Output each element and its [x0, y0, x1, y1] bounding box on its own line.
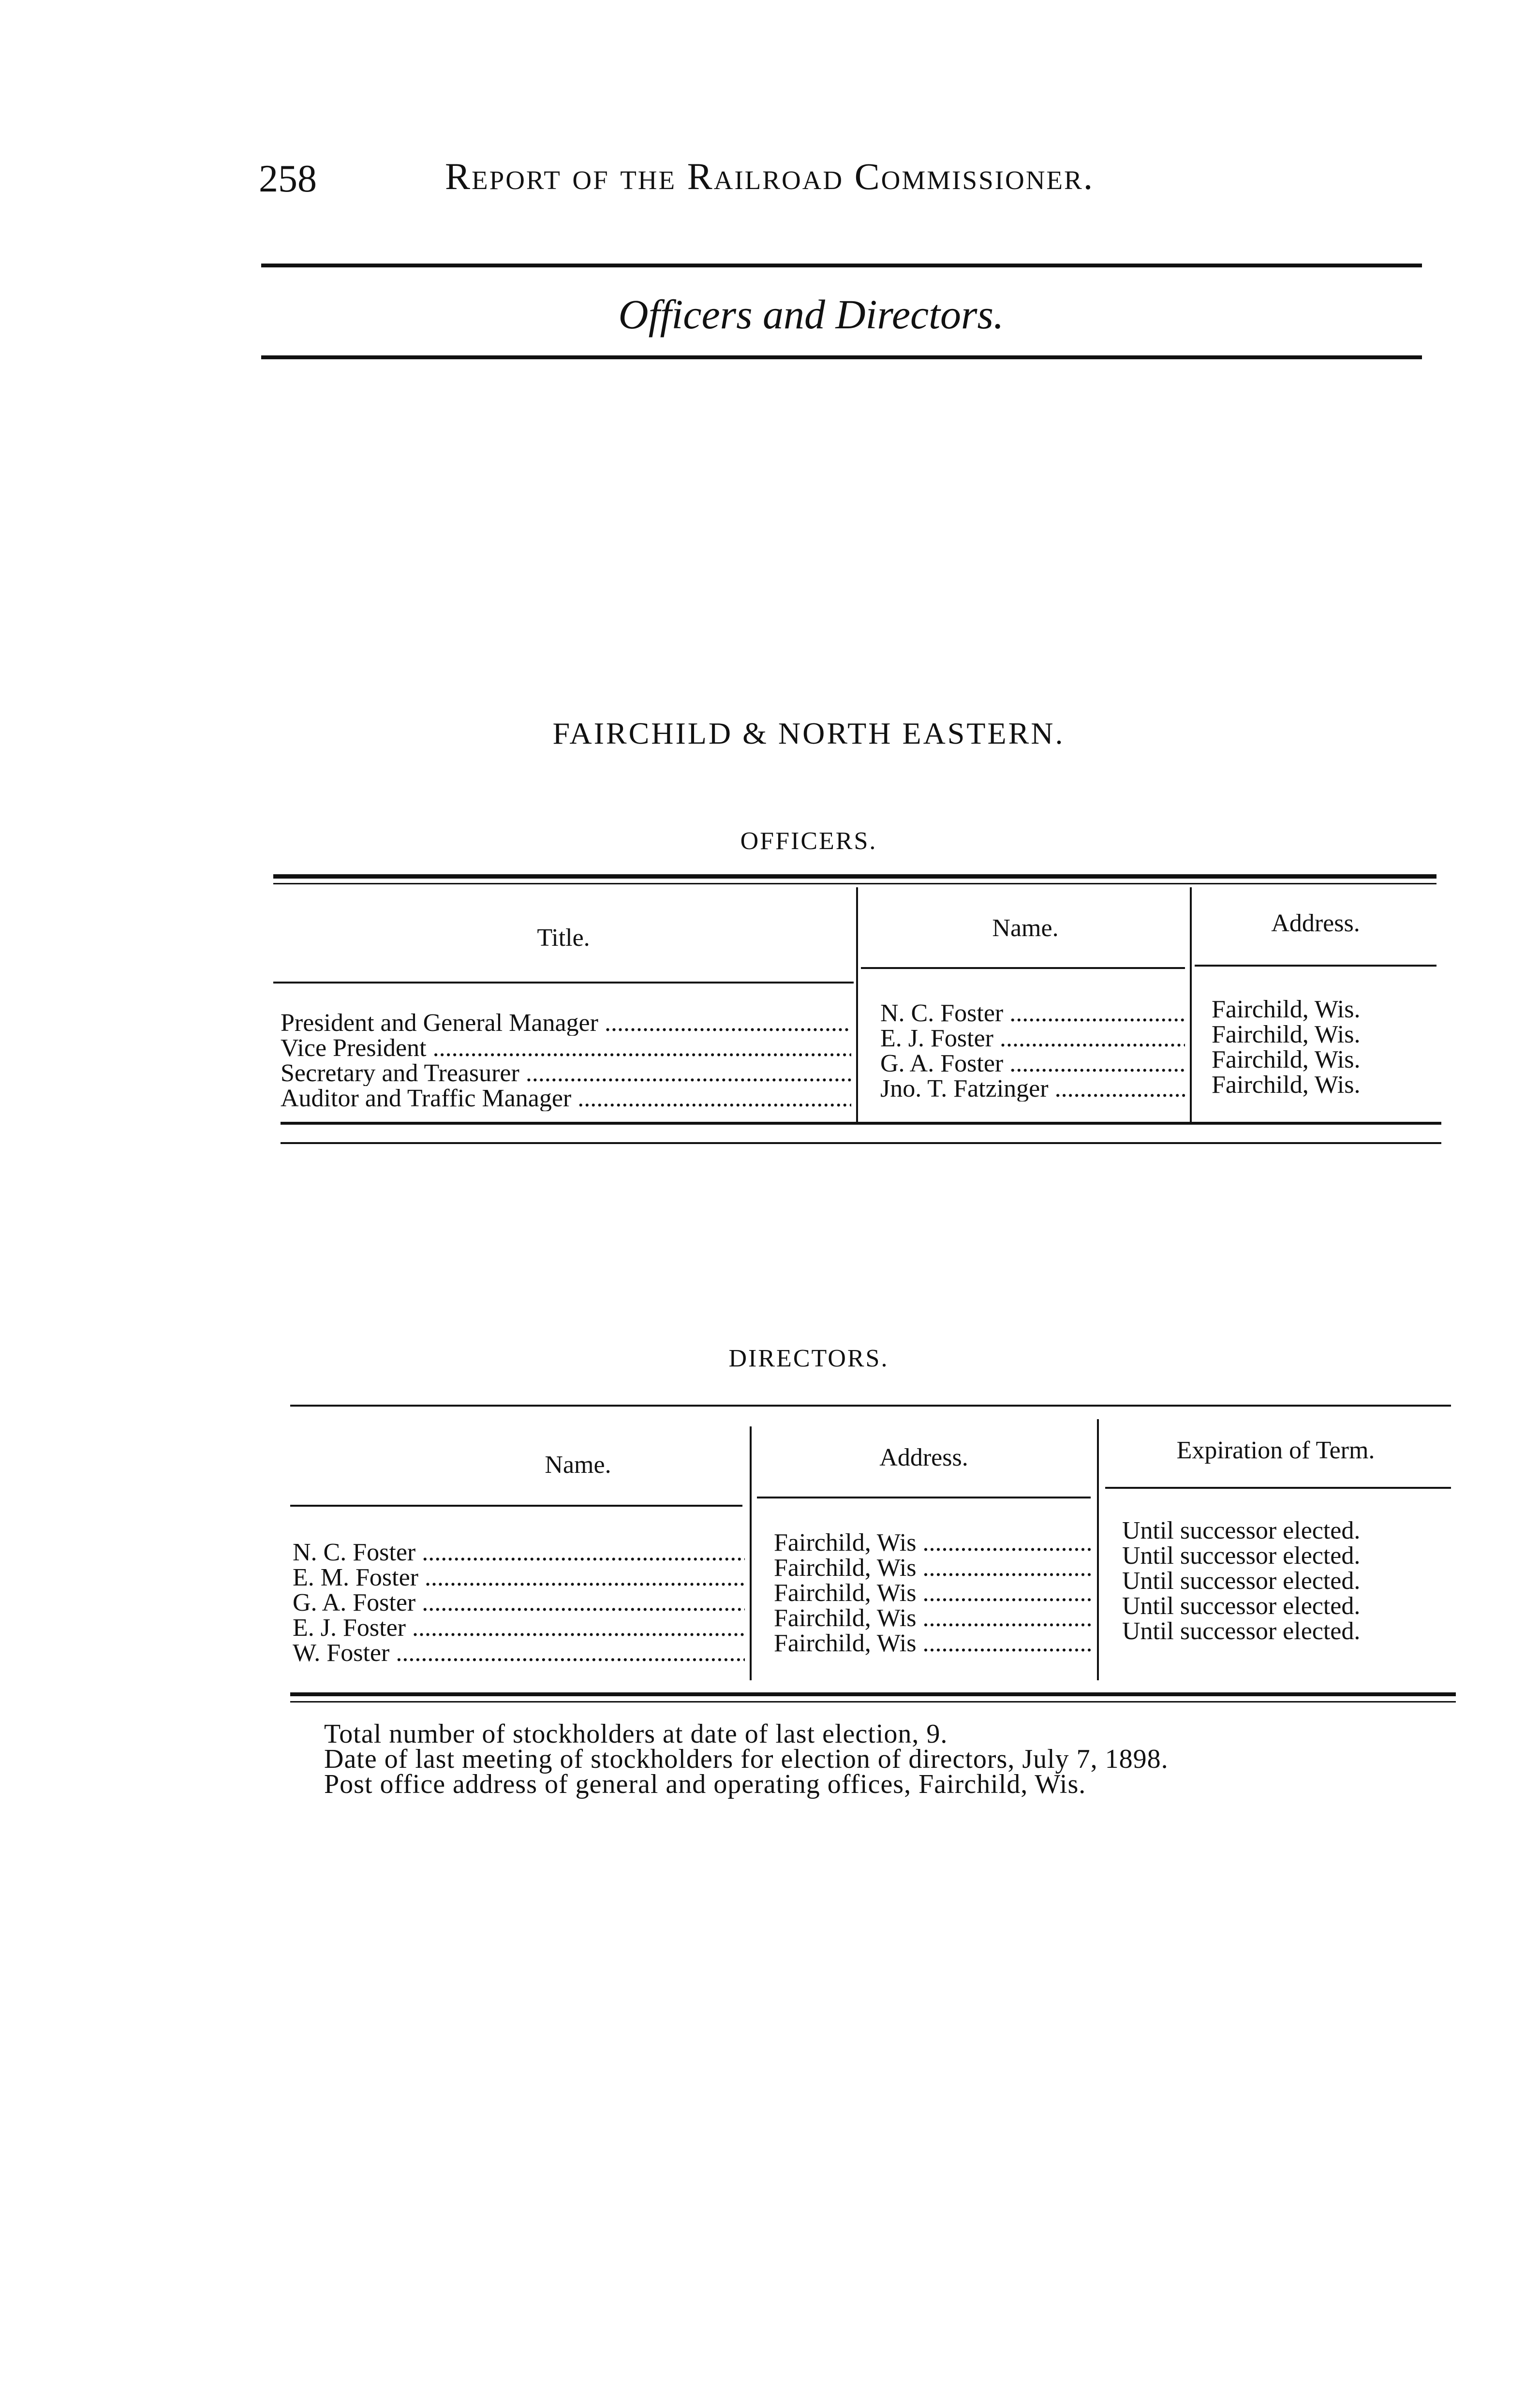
- officer-title: Secretary and Treasurer .....: [281, 1061, 851, 1086]
- director-address: Fairchild, Wis .....: [774, 1556, 1093, 1581]
- officers-top-rule-thin: [273, 883, 1436, 884]
- officers-col-name: Name.: [992, 914, 1059, 942]
- officers-top-rule: [273, 874, 1436, 879]
- directors-col-term: Expiration of Term.: [1176, 1437, 1375, 1464]
- director-name: E. J. Foster .....: [293, 1615, 745, 1641]
- directors-col-name: Name.: [545, 1451, 611, 1479]
- directors-header-rule-1: [290, 1505, 742, 1507]
- officer-name: Jno. T. Fatzinger .....: [880, 1076, 1185, 1101]
- footnote-meeting-date: Date of last meeting of stockholders for election of directors, July 7, 1898.: [324, 1744, 1169, 1774]
- officer-title: Auditor and Traffic Manager .....: [281, 1086, 851, 1111]
- officers-header-rule-2: [861, 967, 1185, 969]
- directors-divider-2: [1097, 1419, 1099, 1680]
- top-rule: [261, 264, 1422, 267]
- director-address: Fairchild, Wis .....: [774, 1581, 1093, 1606]
- director-name: G. A. Foster .....: [293, 1590, 745, 1615]
- officer-address: Fairchild, Wis.: [1212, 1022, 1361, 1047]
- director-name: W. Foster .....: [293, 1641, 745, 1666]
- officer-title: President and General Manager .....: [281, 1011, 851, 1036]
- company-name: FAIRCHILD & NORTH EASTERN.: [552, 716, 1065, 750]
- director-term: Until successor elected.: [1122, 1619, 1361, 1644]
- directors-caption: DIRECTORS.: [728, 1345, 889, 1372]
- officers-divider-1: [856, 887, 858, 1122]
- directors-col-address: Address.: [879, 1444, 968, 1471]
- officers-caption: OFFICERS.: [740, 827, 877, 855]
- officer-title: Vice President .....: [281, 1036, 851, 1061]
- officers-col-address: Address.: [1271, 910, 1360, 937]
- director-term: Until successor elected.: [1122, 1518, 1361, 1543]
- director-address: Fairchild, Wis .....: [774, 1631, 1093, 1656]
- director-term: Until successor elected.: [1122, 1569, 1361, 1594]
- directors-top-rule: [290, 1405, 1451, 1407]
- officer-address: Fairchild, Wis.: [1212, 1047, 1361, 1072]
- section-rule: [261, 355, 1422, 359]
- section-title: Officers and Directors.: [618, 291, 1004, 338]
- directors-divider-1: [750, 1426, 752, 1680]
- officers-bottom-rule-2: [281, 1142, 1441, 1144]
- page-number: 258: [259, 158, 317, 200]
- officers-bottom-rule: [281, 1122, 1441, 1125]
- directors-header-rule-2: [757, 1497, 1091, 1498]
- director-address: Fairchild, Wis .....: [774, 1606, 1093, 1631]
- footnotes: [324, 1721, 1169, 1797]
- footnote-stockholders: Total number of stockholders at date of last election, 9.: [324, 1719, 948, 1749]
- officer-name: G. A. Foster .....: [880, 1051, 1185, 1076]
- officer-name: E. J. Foster .....: [880, 1026, 1185, 1051]
- footnote-office-address: Post office address of general and operating offices, Fairchild, Wis.: [324, 1769, 1086, 1799]
- director-name: N. C. Foster .....: [293, 1540, 745, 1565]
- director-term: Until successor elected.: [1122, 1594, 1361, 1619]
- officer-address: Fairchild, Wis.: [1212, 1072, 1361, 1098]
- directors-bottom-rule: [290, 1692, 1456, 1696]
- director-name: E. M. Foster .....: [293, 1565, 745, 1590]
- officer-address: Fairchild, Wis.: [1212, 997, 1361, 1022]
- officers-col-title: Title.: [537, 924, 590, 952]
- directors-header-rule-3: [1105, 1487, 1451, 1489]
- running-title: Report of the Railroad Commissioner.: [445, 155, 1095, 197]
- officers-divider-2: [1190, 887, 1192, 1122]
- director-term: Until successor elected.: [1122, 1543, 1361, 1569]
- officer-name: N. C. Foster .....: [880, 1001, 1185, 1026]
- director-address: Fairchild, Wis .....: [774, 1530, 1093, 1556]
- officers-header-rule-1: [273, 982, 854, 984]
- officers-header-rule-3: [1195, 965, 1436, 967]
- directors-bottom-rule-thin: [290, 1701, 1456, 1703]
